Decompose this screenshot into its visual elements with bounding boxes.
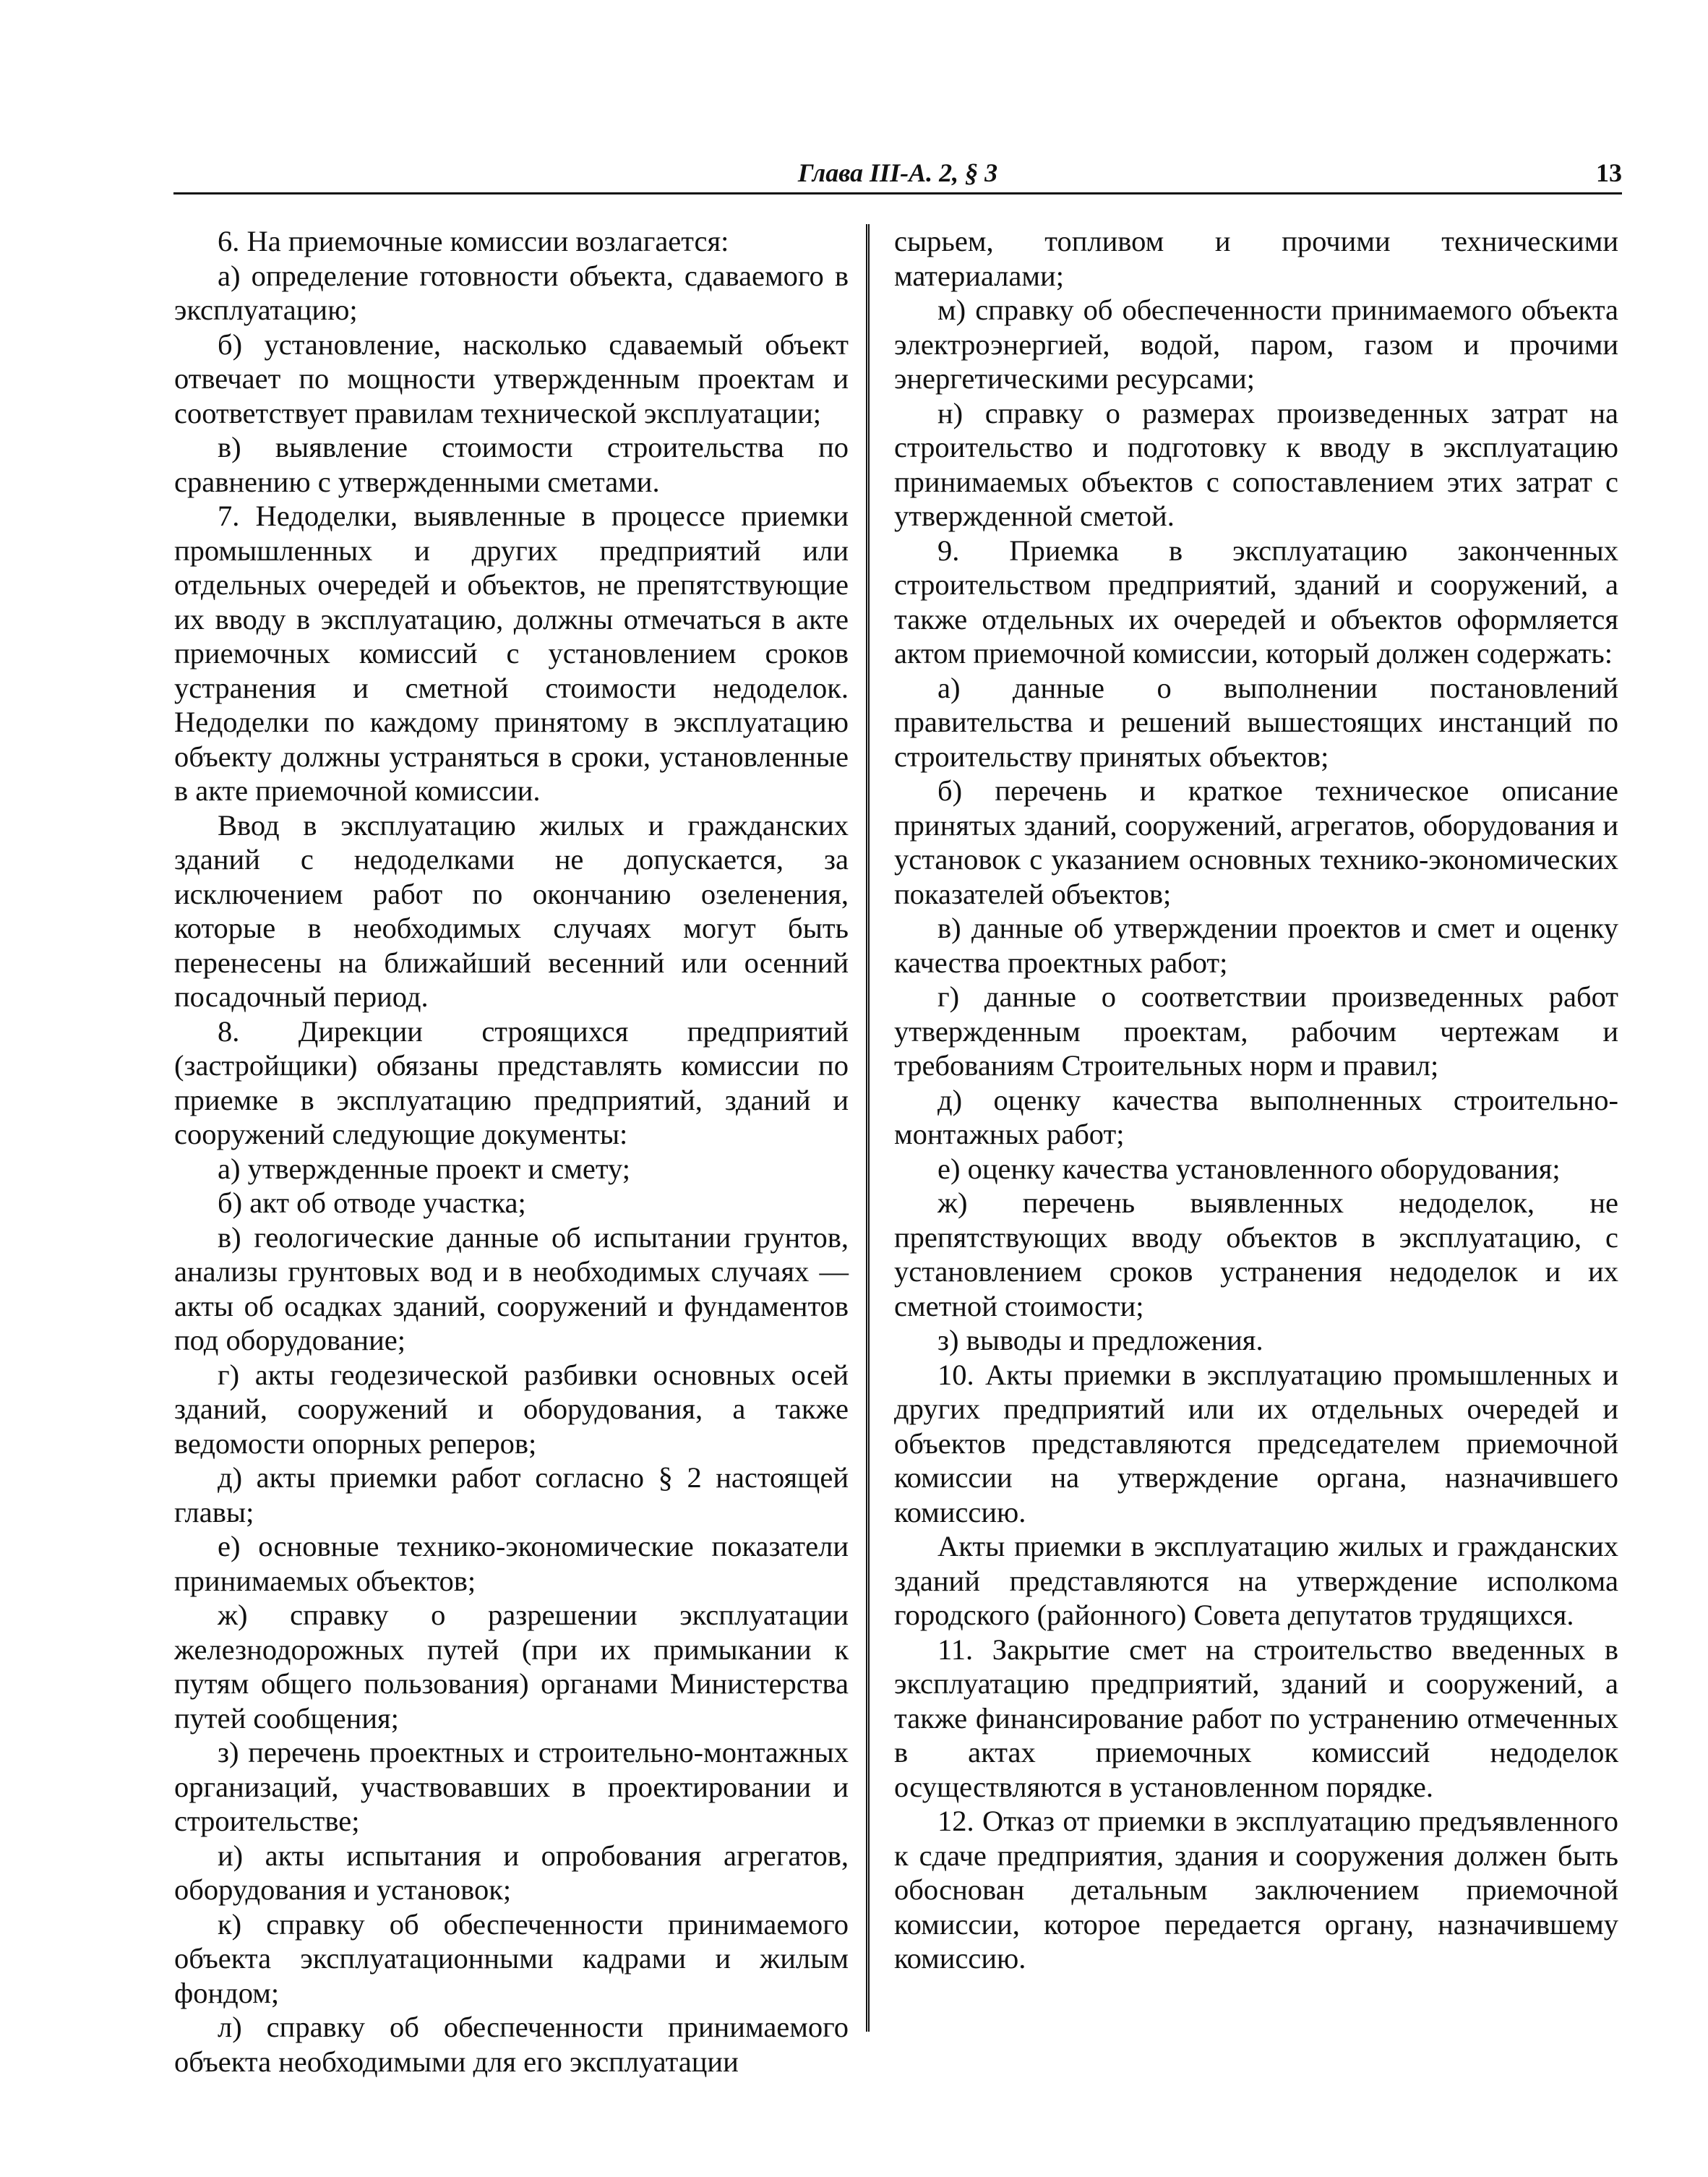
- paragraph: а) данные о выполнении постановлений правительства и решений вышестоящих инстанций по строительству принятых объектов;: [894, 671, 1618, 773]
- paragraph: 12. Отказ от приемки в эксплуатацию предъявленного к сдаче предприятия, здания и сооружения должен быть обоснован детальным заключением приемочной комиссии, которое передается органу, назначившему комиссию.: [894, 1805, 1618, 1975]
- chapter-title: Глава III-А. 2, § 3: [797, 158, 998, 187]
- paragraph: м) справку об обеспеченности принимаемого объекта электроэнергией, водой, паром, газом и прочими энергетическими ресурсами;: [894, 294, 1618, 395]
- paragraph: к) справку об обеспеченности принимаемого объекта эксплуатационными кадрами и жилым фондом;: [174, 1907, 849, 2009]
- paragraph: д) оценку качества выполненных строительно-монтажных работ;: [894, 1083, 1618, 1150]
- paragraph: н) справку о размерах произведенных затрат на строительство и подготовку к вводу в эксплуатацию принимаемых объектов с сопоставлением этих затрат с утвержденной сметой.: [894, 396, 1618, 532]
- paragraph: б) акт об отводе участка;: [218, 1186, 526, 1219]
- paragraph: д) акты приемки работ согласно § 2 настоящей главы;: [174, 1461, 849, 1528]
- paragraph: ж) перечень выявленных недоделок, не препятствующих вводу объектов в эксплуатацию, с установлением сроков устранения недоделок и их сметной стоимости;: [894, 1186, 1618, 1322]
- paragraph: е) оценку качества установленного оборудования;: [937, 1152, 1561, 1185]
- paragraph: в) выявление стоимости строительства по сравнению с утвержденными сметами.: [174, 431, 849, 498]
- paragraph: 10. Акты приемки в эксплуатацию промышленных и других предприятий или их отдельных очередей и объектов представляются председателем приемочной комиссии на утверждение органа, назначившего комиссию.: [894, 1358, 1618, 1528]
- column-divider: [866, 224, 870, 2032]
- left-column: [174, 224, 849, 2079]
- paragraph: Акты приемки в эксплуатацию жилых и гражданских зданий представляются на утверждение исполкома городского (районного) Совета депутатов трудящихся.: [894, 1530, 1618, 1631]
- paragraph: а) определение готовности объекта, сдаваемого в эксплуатацию;: [174, 259, 849, 326]
- paragraph: з) перечень проектных и строительно-монтажных организаций, участвовавших в проектировании и строительстве;: [174, 1736, 849, 1837]
- paragraph: ж) справку о разрешении эксплуатации железнодорожных путей (при их примыкании к путям общего пользования) органами Министерства путей сообщения;: [174, 1599, 849, 1735]
- paragraph: л) справку об обеспеченности принимаемого объекта необходимыми для его эксплуатации: [174, 2011, 849, 2078]
- page-number: 13: [1596, 158, 1622, 187]
- paragraph: 9. Приемка в эксплуатацию законченных строительством предприятий, зданий и сооружений, а также отдельных их очередей и объектов оформляется актом приемочной комиссии, который должен содержать:: [894, 534, 1618, 670]
- paragraph: Ввод в эксплуатацию жилых и гражданских зданий с недоделками не допускается, за исключением работ по окончанию озеленения, которые в необходимых случаях могут быть перенесены на ближайший весенний или осенний посадочный период.: [174, 808, 849, 1013]
- page-header: [173, 158, 1622, 195]
- paragraph: б) установление, насколько сдаваемый объект отвечает по мощности утвержденным проектам и соответствует правилам технической эксплуатации;: [174, 328, 849, 429]
- right-column: [894, 224, 1618, 1976]
- paragraph: г) акты геодезической разбивки основных осей зданий, сооружений и оборудования, а также ведомости опорных реперов;: [174, 1358, 849, 1460]
- paragraph: а) утвержденные проект и смету;: [218, 1152, 630, 1185]
- paragraph: е) основные технико-экономические показатели принимаемых объектов;: [174, 1530, 849, 1597]
- paragraph: 11. Закрытие смет на строительство введенных в эксплуатацию предприятий, зданий и сооружений, а также финансирование работ по устранению отмеченных в актах приемочных комиссий недоделок осуществляются в установленном порядке.: [894, 1633, 1618, 1803]
- paragraph: в) данные об утверждении проектов и смет и оценку качества проектных работ;: [894, 912, 1618, 979]
- paragraph: 6. На приемочные комиссии возлагается:: [218, 225, 729, 257]
- paragraph: и) акты испытания и опробования агрегатов, оборудования и установок;: [174, 1839, 849, 1906]
- paragraph-continued: сырьем, топливом и прочими техническими материалами;: [894, 225, 1618, 292]
- paragraph: б) перечень и краткое техническое описание принятых зданий, сооружений, агрегатов, оборудования и установок с указанием основных технико-экономических показателей объектов;: [894, 774, 1618, 910]
- paragraph: г) данные о соответствии произведенных работ утвержденным проектам, рабочим чертежам и требованиям Строительных норм и правил;: [894, 980, 1618, 1082]
- header-rule: [173, 192, 1622, 194]
- paragraph: 7. Недоделки, выявленные в процессе приемки промышленных и других предприятий или отдельных очередей и объектов, не препятствующие их вводу в эксплуатацию, должны отмечаться в акте приемочных комиссий с установлением сроков устранения и сметной стоимости недоделок. Недоделки по каждому принятому в эксплуатацию объекту должны устраняться в сроки, установленные в акте приемочной комиссии.: [174, 500, 849, 807]
- paragraph: в) геологические данные об испытании грунтов, анализы грунтовых вод и в необходимых случаях — акты об осадках зданий, сооружений и фундаментов под оборудование;: [174, 1220, 849, 1356]
- paragraph: 8. Дирекции строящихся предприятий (застройщики) обязаны представлять комиссии по приемке в эксплуатацию предприятий, зданий и сооружений следующие документы:: [174, 1014, 849, 1150]
- paragraph: з) выводы и предложения.: [937, 1324, 1263, 1356]
